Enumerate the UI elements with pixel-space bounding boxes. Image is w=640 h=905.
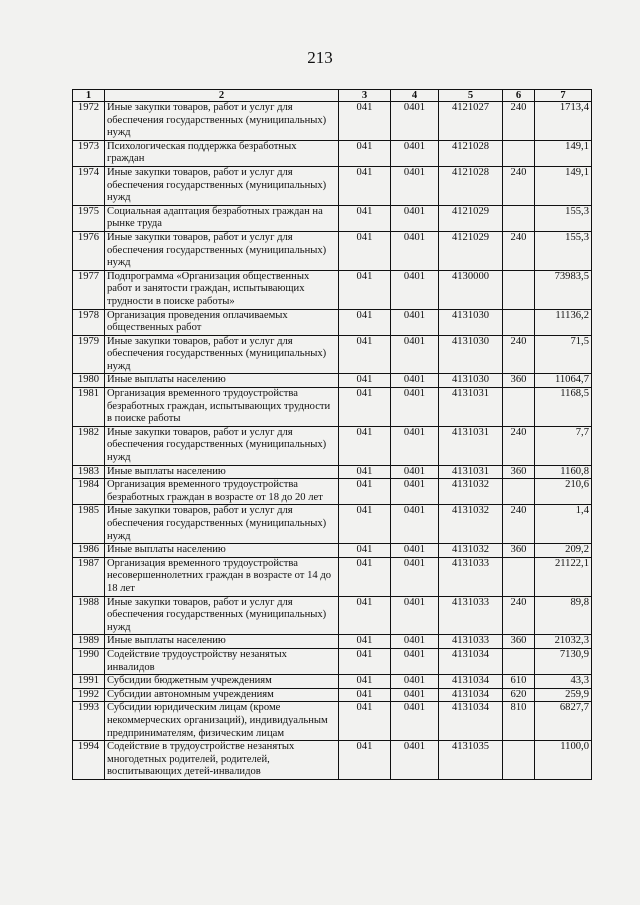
row-ministry-code: 041 [339,388,391,427]
table-row [73,557,592,596]
table-row [73,465,592,479]
row-target-code: 4131034 [439,702,503,741]
table-row [73,374,592,388]
row-ministry-code: 041 [339,505,391,544]
table-row [73,335,592,374]
row-section-code: 0401 [391,426,439,465]
row-section-code: 0401 [391,335,439,374]
row-amount: 209,2 [535,544,592,558]
col-header-2: 2 [105,90,339,102]
row-ministry-code: 041 [339,702,391,741]
row-expense-type: 610 [503,675,535,689]
row-ministry-code: 041 [339,140,391,166]
row-amount: 149,1 [535,166,592,205]
row-number: 1985 [73,505,105,544]
row-amount: 73983,5 [535,270,592,309]
row-expense-type: 810 [503,702,535,741]
row-section-code: 0401 [391,557,439,596]
table-row [73,426,592,465]
page-number: 213 [307,48,333,67]
row-amount: 89,8 [535,596,592,635]
row-ministry-code: 041 [339,205,391,231]
row-number: 1981 [73,388,105,427]
row-ministry-code: 041 [339,675,391,689]
row-amount: 7130,9 [535,648,592,674]
row-amount: 1100,0 [535,741,592,780]
row-name: Организация временного трудоустройства несовершеннолетних граждан в возрасте от 14 до 18 лет [105,557,339,596]
row-section-code: 0401 [391,140,439,166]
row-number: 1987 [73,557,105,596]
row-number: 1974 [73,166,105,205]
col-header-3: 3 [339,90,391,102]
row-ministry-code: 041 [339,465,391,479]
row-expense-type [503,557,535,596]
table-row [73,388,592,427]
row-section-code: 0401 [391,648,439,674]
row-section-code: 0401 [391,309,439,335]
table-row [73,596,592,635]
row-target-code: 4131030 [439,309,503,335]
table-row [73,479,592,505]
row-amount: 210,6 [535,479,592,505]
row-section-code: 0401 [391,388,439,427]
row-expense-type: 360 [503,374,535,388]
row-amount: 6827,7 [535,702,592,741]
row-number: 1990 [73,648,105,674]
row-number: 1975 [73,205,105,231]
table-row [73,231,592,270]
row-section-code: 0401 [391,102,439,141]
row-section-code: 0401 [391,596,439,635]
row-name: Психологическая поддержка безработных граждан [105,140,339,166]
row-ministry-code: 041 [339,596,391,635]
row-section-code: 0401 [391,166,439,205]
table-row [73,309,592,335]
row-name: Иные закупки товаров, работ и услуг для обеспечения государственных (муниципальных) нужд [105,505,339,544]
row-section-code: 0401 [391,688,439,702]
row-target-code: 4121028 [439,166,503,205]
row-section-code: 0401 [391,270,439,309]
row-expense-type: 240 [503,335,535,374]
row-name: Содействие трудоустройству незанятых инвалидов [105,648,339,674]
row-amount: 71,5 [535,335,592,374]
row-name: Иные закупки товаров, работ и услуг для обеспечения государственных (муниципальных) нужд [105,231,339,270]
row-target-code: 4130000 [439,270,503,309]
row-section-code: 0401 [391,505,439,544]
row-target-code: 4131033 [439,557,503,596]
row-target-code: 4131032 [439,479,503,505]
row-ministry-code: 041 [339,688,391,702]
row-section-code: 0401 [391,635,439,649]
row-expense-type [503,479,535,505]
row-amount: 259,9 [535,688,592,702]
row-number: 1991 [73,675,105,689]
table-row [73,140,592,166]
col-header-4: 4 [391,90,439,102]
row-name: Иные выплаты населению [105,544,339,558]
row-target-code: 4131030 [439,335,503,374]
row-name: Содействие в трудоустройстве незанятых многодетных родителей, родителей, воспитывающих детей-инвалидов [105,741,339,780]
table-row [73,102,592,141]
row-number: 1986 [73,544,105,558]
row-target-code: 4131034 [439,648,503,674]
row-amount: 1713,4 [535,102,592,141]
row-amount: 1160,8 [535,465,592,479]
row-expense-type: 240 [503,426,535,465]
col-header-6: 6 [503,90,535,102]
row-number: 1983 [73,465,105,479]
row-target-code: 4121029 [439,231,503,270]
row-amount: 21032,3 [535,635,592,649]
row-target-code: 4131034 [439,688,503,702]
row-expense-type [503,270,535,309]
row-number: 1984 [73,479,105,505]
row-amount: 11136,2 [535,309,592,335]
row-target-code: 4121028 [439,140,503,166]
row-number: 1993 [73,702,105,741]
row-target-code: 4131032 [439,544,503,558]
row-section-code: 0401 [391,465,439,479]
row-number: 1994 [73,741,105,780]
row-target-code: 4131034 [439,675,503,689]
row-ministry-code: 041 [339,270,391,309]
table-row [73,635,592,649]
row-section-code: 0401 [391,374,439,388]
row-section-code: 0401 [391,544,439,558]
row-section-code: 0401 [391,675,439,689]
table-row [73,688,592,702]
row-expense-type: 240 [503,231,535,270]
row-name: Субсидии юридическим лицам (кроме некоммерческих организаций), индивидуальным предпринимателям, физическим лицам [105,702,339,741]
table-row [73,166,592,205]
row-target-code: 4131030 [439,374,503,388]
row-expense-type: 360 [503,465,535,479]
table-row [73,205,592,231]
row-target-code: 4131031 [439,388,503,427]
row-ministry-code: 041 [339,102,391,141]
row-section-code: 0401 [391,479,439,505]
row-amount: 7,7 [535,426,592,465]
row-name: Иные закупки товаров, работ и услуг для обеспечения государственных (муниципальных) нужд [105,166,339,205]
row-target-code: 4131033 [439,596,503,635]
row-amount: 21122,1 [535,557,592,596]
row-expense-type [503,648,535,674]
row-name: Иные закупки товаров, работ и услуг для обеспечения государственных (муниципальных) нужд [105,426,339,465]
row-amount: 1,4 [535,505,592,544]
row-amount: 155,3 [535,205,592,231]
row-expense-type: 240 [503,102,535,141]
row-target-code: 4131033 [439,635,503,649]
row-name: Иные выплаты населению [105,635,339,649]
row-number: 1988 [73,596,105,635]
row-amount: 1168,5 [535,388,592,427]
table-row [73,505,592,544]
row-ministry-code: 041 [339,479,391,505]
col-header-5: 5 [439,90,503,102]
row-ministry-code: 041 [339,544,391,558]
row-number: 1977 [73,270,105,309]
row-name: Подпрограмма «Организация общественных работ и занятости граждан, испытывающих трудности в поиске работы» [105,270,339,309]
row-expense-type [503,741,535,780]
budget-table [72,89,592,780]
row-target-code: 4121029 [439,205,503,231]
row-name: Иные закупки товаров, работ и услуг для обеспечения государственных (муниципальных) нужд [105,102,339,141]
row-amount: 149,1 [535,140,592,166]
row-target-code: 4131031 [439,465,503,479]
row-number: 1982 [73,426,105,465]
row-amount: 155,3 [535,231,592,270]
row-target-code: 4121027 [439,102,503,141]
table-row [73,702,592,741]
row-name: Организация временного трудоустройства безработных граждан в возрасте от 18 до 20 лет [105,479,339,505]
row-name: Иные закупки товаров, работ и услуг для обеспечения государственных (муниципальных) нужд [105,596,339,635]
row-expense-type [503,309,535,335]
row-expense-type [503,205,535,231]
table-row [73,648,592,674]
row-name: Субсидии бюджетным учреждениям [105,675,339,689]
row-ministry-code: 041 [339,374,391,388]
row-expense-type: 360 [503,635,535,649]
col-header-7: 7 [535,90,592,102]
row-ministry-code: 041 [339,557,391,596]
header-row [73,90,592,102]
row-section-code: 0401 [391,741,439,780]
row-section-code: 0401 [391,231,439,270]
row-target-code: 4131032 [439,505,503,544]
row-ministry-code: 041 [339,426,391,465]
row-ministry-code: 041 [339,166,391,205]
row-number: 1989 [73,635,105,649]
row-ministry-code: 041 [339,741,391,780]
row-number: 1972 [73,102,105,141]
row-number: 1976 [73,231,105,270]
table-row [73,741,592,780]
row-name: Организация временного трудоустройства безработных граждан, испытывающих трудности в поиске работы [105,388,339,427]
row-expense-type [503,388,535,427]
row-number: 1978 [73,309,105,335]
row-name: Иные выплаты населению [105,374,339,388]
row-number: 1979 [73,335,105,374]
row-ministry-code: 041 [339,335,391,374]
table-row [73,270,592,309]
row-number: 1980 [73,374,105,388]
row-expense-type: 240 [503,596,535,635]
row-name: Субсидии автономным учреждениям [105,688,339,702]
row-expense-type: 240 [503,505,535,544]
row-section-code: 0401 [391,702,439,741]
row-target-code: 4131035 [439,741,503,780]
row-amount: 11064,7 [535,374,592,388]
row-ministry-code: 041 [339,231,391,270]
table-row [73,544,592,558]
row-ministry-code: 041 [339,648,391,674]
table-row [73,675,592,689]
row-ministry-code: 041 [339,635,391,649]
row-expense-type [503,140,535,166]
row-expense-type: 620 [503,688,535,702]
row-amount: 43,3 [535,675,592,689]
row-section-code: 0401 [391,205,439,231]
row-number: 1992 [73,688,105,702]
col-header-1: 1 [73,90,105,102]
row-name: Иные закупки товаров, работ и услуг для обеспечения государственных (муниципальных) нужд [105,335,339,374]
row-name: Социальная адаптация безработных граждан на рынке труда [105,205,339,231]
row-expense-type: 240 [503,166,535,205]
row-target-code: 4131031 [439,426,503,465]
row-number: 1973 [73,140,105,166]
row-name: Иные выплаты населению [105,465,339,479]
row-expense-type: 360 [503,544,535,558]
row-ministry-code: 041 [339,309,391,335]
row-name: Организация проведения оплачиваемых общественных работ [105,309,339,335]
